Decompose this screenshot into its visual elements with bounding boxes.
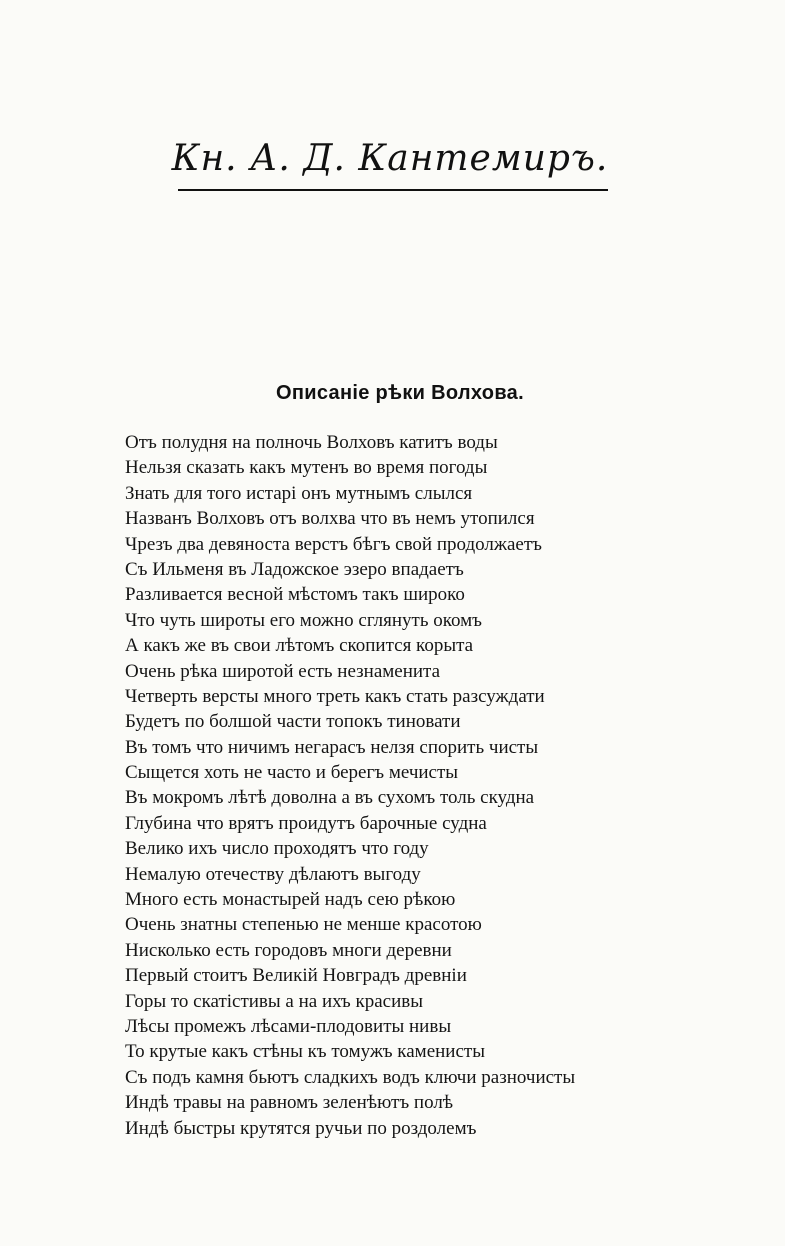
poem-line: Сыщется хоть не часто и берегъ мечисты <box>125 762 459 784</box>
poem-line: Что чуть широты его можно сглянуть окомъ <box>125 609 483 631</box>
poem-title: Описанiе рѣки Волхова. <box>276 382 524 404</box>
poem-body <box>125 430 745 1141</box>
poem-line: Нельзя сказать какъ мутенъ во время погоды <box>125 457 488 479</box>
poem-line: Глубина что врятъ проидутъ барочные судна <box>125 812 487 834</box>
poem-line: Нисколько есть городовъ многи деревни <box>125 939 452 961</box>
poem-line: Знать для того истарi онъ мутнымъ слылся <box>125 482 473 504</box>
poem-line: Чрезъ два девяноста верстъ бѣгъ свой продолжаетъ <box>125 533 542 555</box>
poem-line: Индѣ быстры крутятся ручьи по роздолемъ <box>125 1117 477 1139</box>
poem-line: Горы то скатiстивы а на ихъ красивы <box>125 990 423 1012</box>
poem-line: Очень знатны степенью не менше красотою <box>125 914 482 936</box>
poem-line: Разливается весной мѣстомъ такъ широко <box>125 584 465 606</box>
poem-line: Отъ полудня на полночь Волховъ катитъ воды <box>125 432 498 453</box>
poem-line: Лѣсы промежъ лѣсами-плодовиты нивы <box>125 1015 452 1037</box>
author-heading: Кн. А. Д. Кантемиръ. <box>171 138 609 179</box>
poem-line: Много есть монастырей надъ сею рѣкою <box>125 889 456 911</box>
poem-line: Будетъ по болшой части топокъ тиновати <box>125 711 461 733</box>
poem-line: Названъ Волховъ отъ волхва что въ немъ утопился <box>125 508 535 530</box>
poem-line: Въ мокромъ лѣтѣ доволна а въ сухомъ толь скудна <box>125 787 535 809</box>
poem-line: Индѣ травы на равномъ зеленѣютъ полѣ <box>125 1092 454 1114</box>
poem-line: А какъ же въ свои лѣтомъ скопится корыта <box>125 635 474 657</box>
poem-line: Велико ихъ число проходятъ что году <box>125 838 429 860</box>
poem-line: Съ подъ камня бьютъ сладкихъ водъ ключи разночисты <box>125 1066 576 1088</box>
poem-line: Съ Ильменя въ Ладожское эзеро впадаетъ <box>125 558 464 580</box>
author-underline <box>178 189 608 191</box>
poem-line: Четверть версты много треть какъ стать разсуждати <box>125 685 545 707</box>
poem-line: Очень рѣка широтой есть незнаменита <box>125 660 441 682</box>
poem-line: Немалую отечеству дѣлаютъ выгоду <box>125 863 421 885</box>
poem-line: То крутые какъ стѣны къ томужъ каменисты <box>125 1041 485 1063</box>
poem-line: Первый стоитъ Великiй Новградъ древнiи <box>125 965 467 987</box>
poem-line: Въ томъ что ничимъ негарасъ нелзя спорить чисты <box>125 736 539 758</box>
